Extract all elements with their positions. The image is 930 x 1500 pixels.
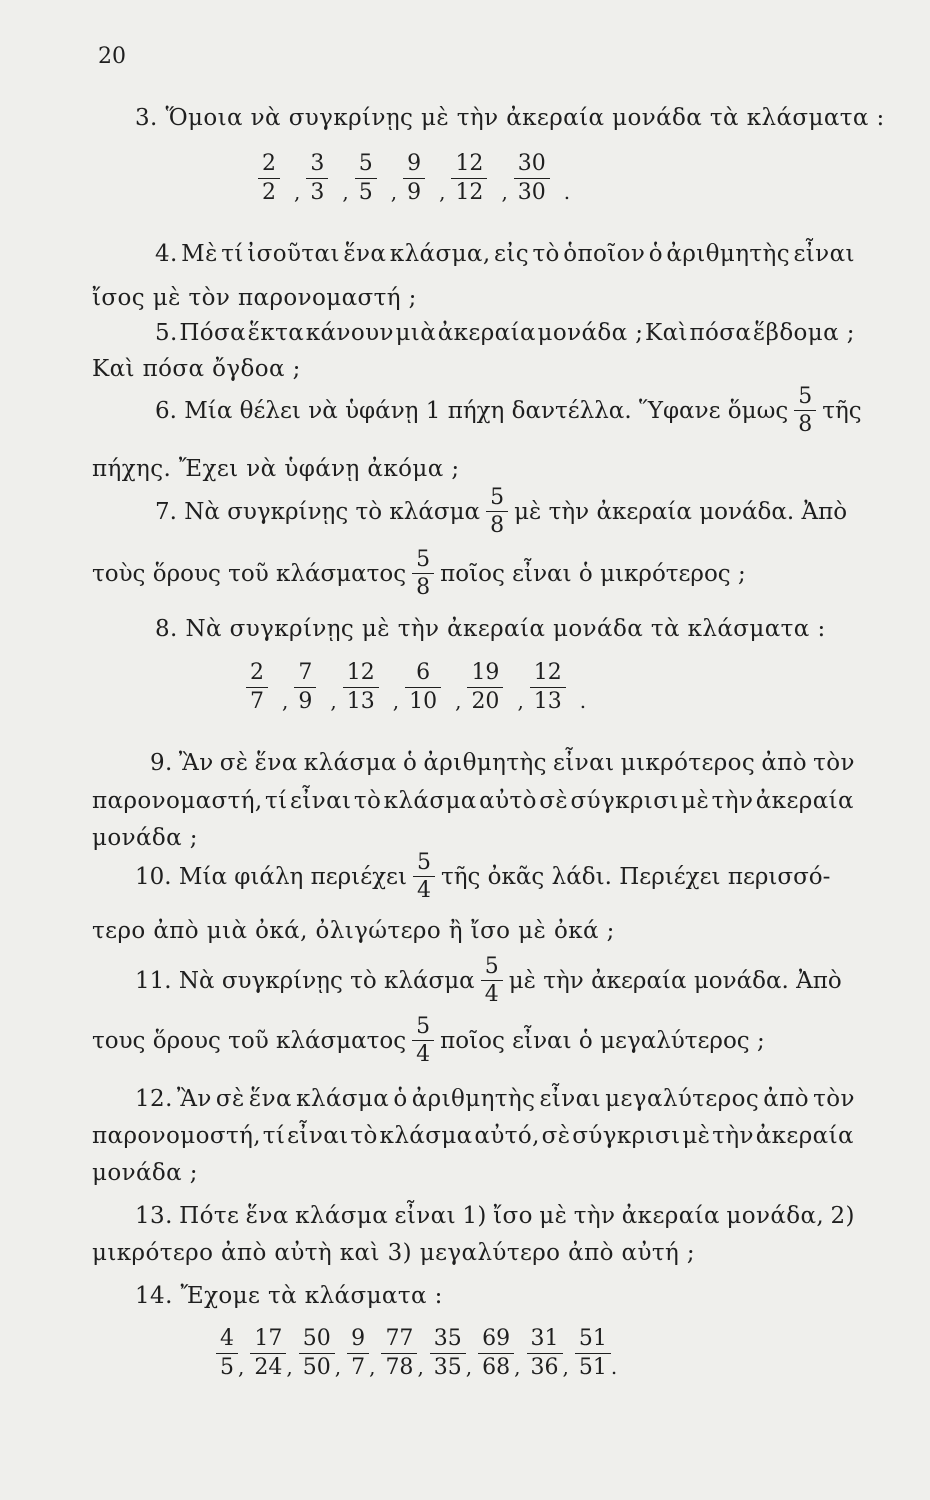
separator: , <box>294 180 301 204</box>
denominator: 2 <box>262 179 276 205</box>
word: ὁ <box>648 241 663 267</box>
word: ὁ <box>393 1086 408 1112</box>
fraction <box>405 661 441 712</box>
exercise-4-line-2: ἴσος μὲ τὸν παρονομαστή ; <box>92 285 417 311</box>
numerator: 5 <box>355 152 377 178</box>
separator: , <box>342 180 349 204</box>
word: σύγκρισι <box>570 788 679 814</box>
word: κλάσμα <box>383 788 477 814</box>
exercise-3-text: 3. Ὅμοια νὰ συγκρίνῃς μὲ τὴν ἀκεραία μονάδα τὰ κλάσματα : <box>135 105 885 131</box>
fraction <box>347 1327 369 1378</box>
separator: , <box>334 1355 342 1379</box>
numerator: 3 <box>306 152 328 178</box>
fraction <box>299 1327 335 1378</box>
denominator: 68 <box>482 1354 511 1380</box>
word: Ἂν <box>178 750 214 776</box>
fraction <box>412 548 434 599</box>
word: κλάσμα <box>295 1203 389 1229</box>
word: τὸ <box>353 788 382 814</box>
word: ἕνα <box>248 1086 292 1112</box>
word: ἀριθμητὴς <box>411 1086 536 1112</box>
word: μονάδα ; <box>537 320 644 346</box>
word: 2) <box>830 1203 855 1229</box>
exercise-11-line-2 <box>92 1015 765 1066</box>
denominator: 8 <box>416 575 431 601</box>
fraction <box>216 1327 238 1378</box>
word: εἶναι <box>394 1203 456 1229</box>
exercise-7-line-1 <box>155 486 847 537</box>
denominator: 13 <box>346 688 375 714</box>
word: ἕβδομα ; <box>752 320 855 346</box>
denominator: 4 <box>416 1042 431 1068</box>
exercise-14-text: 14. Ἔχομε τὰ κλάσματα : <box>135 1283 443 1309</box>
word: 13. <box>135 1203 173 1229</box>
fraction <box>530 661 566 712</box>
word: ἀκεραία <box>437 320 536 346</box>
page-number: 20 <box>98 44 126 69</box>
denominator: 4 <box>484 982 499 1008</box>
word: ἕκτα <box>247 320 305 346</box>
word: ἕνα <box>245 1203 289 1229</box>
exercise-12-line-1 <box>135 1088 855 1111</box>
word: σὲ <box>219 750 249 776</box>
exercise-10-line-2: τερο ἀπὸ μιὰ ὀκά, ὀλιγώτερο ἢ ἴσο μὲ ὀκά ; <box>92 918 615 944</box>
word: εἶναι <box>539 1086 601 1112</box>
word: ἀκεραία <box>621 1203 720 1229</box>
exercise-3-fractions <box>258 152 576 204</box>
exercise-9-line-1 <box>150 752 855 775</box>
word: τὴν <box>573 1203 616 1229</box>
word: μονάδα, <box>726 1203 825 1229</box>
exercise-7-line-2 <box>92 548 746 599</box>
numerator: 35 <box>430 1327 466 1353</box>
fraction <box>527 1327 563 1378</box>
numerator: 77 <box>381 1327 417 1353</box>
word: ἀκεραία <box>755 1123 854 1149</box>
fraction <box>430 1327 466 1378</box>
word: τὸ <box>350 1123 378 1149</box>
denominator: 12 <box>455 179 484 205</box>
denominator: 51 <box>578 1354 607 1380</box>
denominator: 5 <box>220 1354 234 1380</box>
exercise-11-text: 11. Νὰ συγκρίνῃς τὸ κλάσμα <box>135 967 475 994</box>
fraction <box>467 661 503 712</box>
word: τὸν <box>813 1086 855 1112</box>
numerator: 5 <box>794 385 816 411</box>
exercise-6-line-1 <box>155 385 862 436</box>
separator: , <box>330 689 337 713</box>
exercise-11-text-end: μὲ τὴν ἀκεραία μονάδα. Ἀπὸ <box>508 967 842 994</box>
denominator: 10 <box>409 688 438 714</box>
word: εἶναι <box>553 750 615 776</box>
word: εἶναι <box>793 241 855 267</box>
word: μικρότερος <box>620 750 756 776</box>
numerator: 12 <box>343 661 379 687</box>
numerator: 5 <box>486 486 508 512</box>
fraction <box>514 152 550 203</box>
word: πόσα <box>689 320 752 346</box>
denominator: 9 <box>407 179 422 205</box>
exercise-6-text: 6. Μία θέλει νὰ ὑφάνῃ 1 πήχη δαντέλλα. Ὕφανε ὅμως <box>155 397 789 424</box>
word: ἕνα <box>254 750 298 776</box>
word: τὴν <box>711 788 754 814</box>
word: σὲ <box>539 788 569 814</box>
separator: , <box>517 689 524 713</box>
separator: , <box>417 1355 424 1379</box>
separator: , <box>439 180 446 204</box>
denominator: 9 <box>298 688 313 714</box>
numerator: 9 <box>347 1327 369 1353</box>
word: μὲ <box>539 1203 568 1229</box>
fraction <box>306 152 328 203</box>
separator: , <box>465 1355 473 1379</box>
exercise-11-text-2-end: ποῖος εἶναι ὁ μεγαλύτερος ; <box>440 1027 765 1054</box>
numerator: 4 <box>216 1327 238 1353</box>
word: Καὶ <box>645 320 688 346</box>
fraction <box>794 385 816 436</box>
exercise-9-line-3: μονάδα ; <box>92 825 198 851</box>
separator: , <box>514 1355 521 1379</box>
exercise-8-text: 8. Νὰ συγκρίνῃς μὲ τὴν ἀκεραία μονάδα τὰ κλάσματα : <box>155 616 826 642</box>
denominator: 78 <box>385 1354 414 1380</box>
fraction <box>250 1327 286 1378</box>
word: κλάσμα <box>296 1086 390 1112</box>
numerator: 2 <box>258 152 280 178</box>
fraction <box>246 661 268 712</box>
exercise-13-line-2: μικρότερο ἀπὸ αὐτὴ καὶ 3) μεγαλύτερο ἀπὸ αὐτή ; <box>92 1240 696 1266</box>
denominator: 5 <box>358 179 373 205</box>
exercise-6-text-end: τῆς <box>822 397 862 424</box>
word: ἀκεραία <box>755 788 854 814</box>
denominator: 35 <box>433 1354 462 1380</box>
numerator: 5 <box>412 548 434 574</box>
word: ἀριθμητὴς <box>666 241 791 267</box>
separator: . <box>610 1355 618 1379</box>
exercise-9-line-2 <box>92 790 854 813</box>
word: τί <box>265 788 288 814</box>
fraction <box>258 152 280 203</box>
fraction <box>412 1015 434 1066</box>
word: μεγαλύτερος <box>605 1086 760 1112</box>
word: σὲ <box>215 1086 245 1112</box>
separator: , <box>282 689 289 713</box>
exercise-4-line-1 <box>155 243 855 266</box>
denominator: 8 <box>490 513 505 539</box>
denominator: 20 <box>471 688 500 714</box>
numerator: 2 <box>246 661 268 687</box>
word: ἰσοῦται <box>247 241 340 267</box>
word: μὲ <box>682 1123 711 1149</box>
word: 4. <box>155 241 178 267</box>
exercise-10-line-1 <box>135 851 830 902</box>
word: 12. <box>135 1086 173 1112</box>
word: ἀπὸ <box>761 750 808 776</box>
exercise-14-fractions <box>216 1327 623 1379</box>
numerator: 19 <box>467 661 503 687</box>
word: αὐτὸ <box>479 788 537 814</box>
fraction <box>478 1327 514 1378</box>
fraction <box>355 152 377 203</box>
fraction <box>575 1327 611 1378</box>
word: μὲ <box>681 788 710 814</box>
word: παρονομαστή, <box>92 788 263 814</box>
exercise-5-line-1 <box>155 322 855 345</box>
exercise-6-line-2: πήχης. Ἔχει νὰ ὑφάνῃ ἀκόμα ; <box>92 456 460 482</box>
exercise-8-fractions <box>246 661 592 713</box>
separator: , <box>238 1355 245 1379</box>
word: 9. <box>150 750 173 776</box>
denominator: 30 <box>517 179 546 205</box>
word: ὁποῖον <box>563 241 646 267</box>
word: Πότε <box>179 1203 240 1229</box>
denominator: 50 <box>302 1354 331 1380</box>
word: τὸν <box>813 750 855 776</box>
numerator: 9 <box>403 152 425 178</box>
denominator: 7 <box>351 1354 366 1380</box>
numerator: 31 <box>527 1327 563 1353</box>
denominator: 13 <box>533 688 562 714</box>
word: εἶναι <box>290 788 352 814</box>
exercise-12-line-2 <box>92 1125 854 1148</box>
numerator: 5 <box>412 1015 434 1041</box>
word: εἰς <box>494 241 530 267</box>
separator: , <box>369 1355 376 1379</box>
word: ἕνα <box>343 241 387 267</box>
separator: , <box>501 180 508 204</box>
separator: , <box>455 689 462 713</box>
fraction <box>486 486 508 537</box>
word: 5. <box>155 320 178 346</box>
numerator: 50 <box>299 1327 335 1353</box>
exercise-12-line-3: μονάδα ; <box>92 1160 198 1186</box>
numerator: 30 <box>514 152 550 178</box>
word: 1) <box>462 1203 487 1229</box>
word: Ἂν <box>176 1086 212 1112</box>
exercise-13-line-1 <box>135 1205 855 1228</box>
denominator: 36 <box>530 1354 559 1380</box>
numerator: 51 <box>575 1327 611 1353</box>
numerator: 5 <box>413 851 435 877</box>
word: εἶναι <box>287 1123 349 1149</box>
exercise-11-text-2: τους ὅρους τοῦ κλάσματος <box>92 1027 407 1054</box>
fraction <box>381 1327 417 1378</box>
word: σὲ <box>541 1123 571 1149</box>
separator: , <box>390 180 398 204</box>
exercise-7-text-2: τοὺς ὅρους τοῦ κλάσματος <box>92 560 407 587</box>
denominator: 8 <box>798 412 813 438</box>
denominator: 7 <box>250 688 264 714</box>
separator: . <box>563 180 571 204</box>
word: Πόσα <box>179 320 247 346</box>
word: κλάσμα <box>379 1123 473 1149</box>
separator: , <box>286 1355 293 1379</box>
exercise-7-text: 7. Νὰ συγκρίνῃς τὸ κλάσμα <box>155 498 481 525</box>
numerator: 5 <box>481 955 503 981</box>
word: τὸ <box>532 241 560 267</box>
word: τί <box>221 241 244 267</box>
numerator: 12 <box>530 661 566 687</box>
fraction <box>403 152 425 203</box>
exercise-7-text-2-end: ποῖος εἶναι ὁ μικρότερος ; <box>440 560 746 587</box>
exercise-10-text: 10. Μία φιάλη περιέχει <box>135 863 407 890</box>
denominator: 4 <box>416 878 431 904</box>
separator: , <box>392 689 400 713</box>
word: κάνουν <box>305 320 394 346</box>
numerator: 6 <box>405 661 441 687</box>
word: Μὲ <box>181 241 218 267</box>
word: ἴσο <box>493 1203 533 1229</box>
word: αὐτό, <box>474 1123 540 1149</box>
word: ἀπὸ <box>763 1086 809 1112</box>
denominator: 3 <box>310 179 325 205</box>
numerator: 12 <box>451 152 487 178</box>
fraction <box>451 152 487 203</box>
word: μιὰ <box>395 320 437 346</box>
denominator: 24 <box>254 1354 283 1380</box>
numerator: 7 <box>294 661 316 687</box>
word: κλάσμα, <box>389 241 491 267</box>
fraction <box>413 851 435 902</box>
word: ὁ <box>402 750 418 776</box>
exercise-10-text-end: τῆς ὀκᾶς λάδι. Περιέχει περισσό- <box>440 863 831 890</box>
word: κλάσμα <box>303 750 397 776</box>
fraction <box>481 955 503 1006</box>
numerator: 17 <box>250 1327 286 1353</box>
exercise-11-line-1 <box>135 955 842 1006</box>
fraction <box>343 661 379 712</box>
exercise-5-line-2: Καὶ πόσα ὄγδοα ; <box>92 356 301 382</box>
word: σύγκρισι <box>572 1123 681 1149</box>
word: τὴν <box>712 1123 754 1149</box>
word: ἀριθμητὴς <box>423 750 547 776</box>
word: παρονομοστή, <box>92 1123 261 1149</box>
separator: . <box>579 689 587 713</box>
word: τί <box>262 1123 286 1149</box>
exercise-7-text-end: μὲ τὴν ἀκεραία μονάδα. Ἀπὸ <box>514 498 848 525</box>
separator: , <box>562 1355 569 1379</box>
numerator: 69 <box>478 1327 514 1353</box>
fraction <box>294 661 316 712</box>
